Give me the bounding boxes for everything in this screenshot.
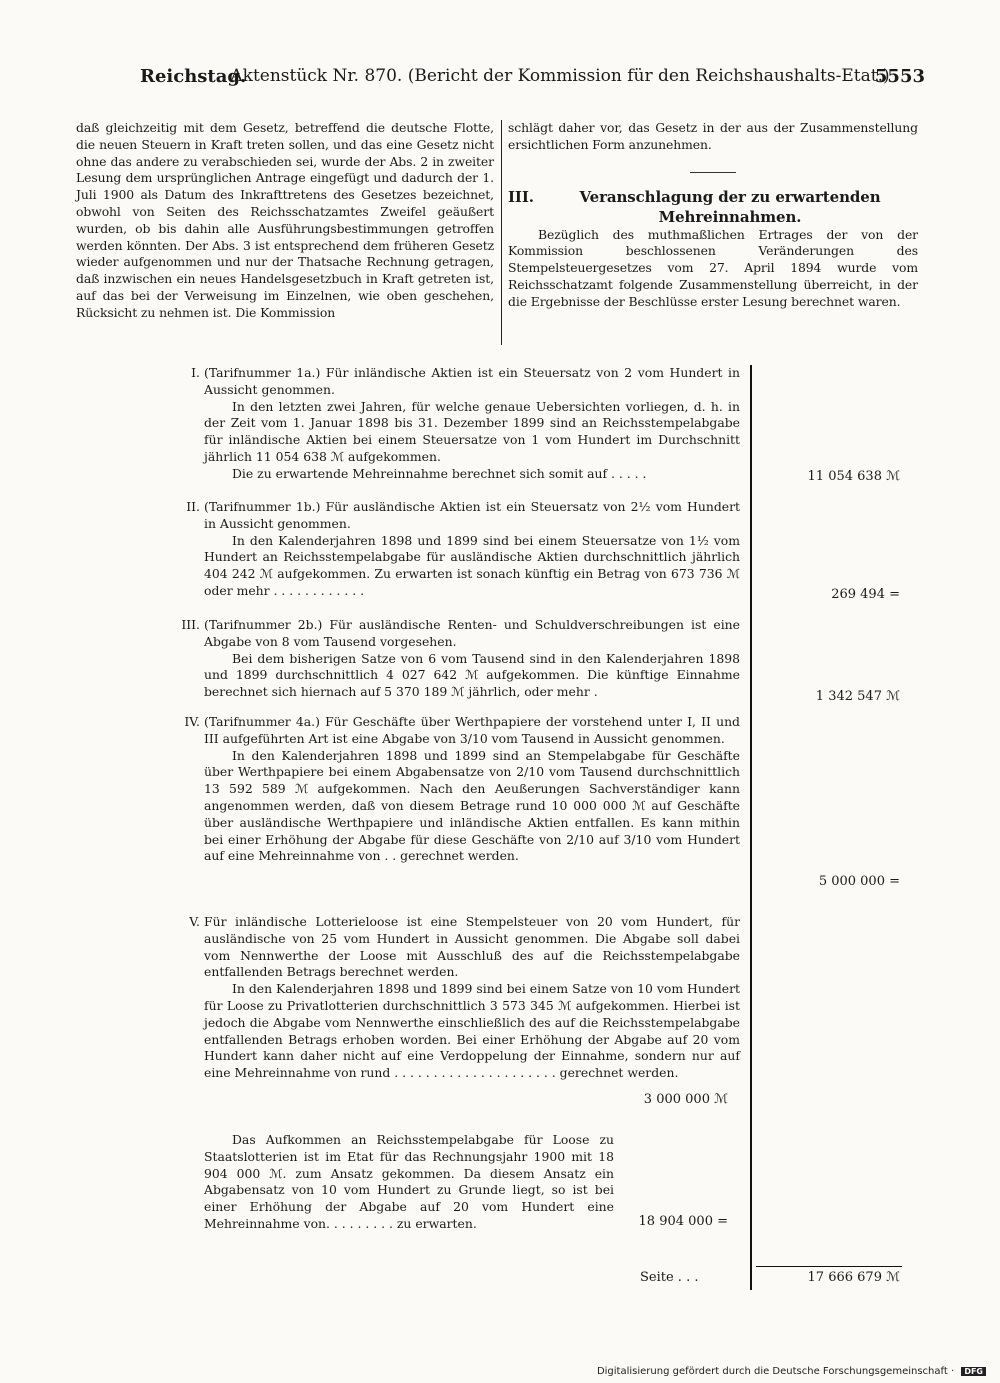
page-header xyxy=(140,66,925,96)
item-head: (Tarifnummer 2b.) Für ausländische Renten- und Schuldverschreibungen ist eine Abgabe von 8 vom Tausend vorgesehen. xyxy=(204,617,740,649)
item-1 xyxy=(172,365,740,483)
item-paragraph: In den letzten zwei Jahren, für welche genaue Uebersichten vorliegen, d. h. in der Zeit vom 1. Januar 1898 bis 31. Dezember 1899 sind an Reichsstempelabgabe für inländische Aktien bei einem Steuersatze von 1 vom Hundert im Durchschnitt jährlich 11 054 638 ℳ aufgekommen. xyxy=(204,398,740,464)
item-1-amount: 11 054 638 ℳ xyxy=(807,469,900,484)
item-5-sub-amount-1: 3 000 000 ℳ xyxy=(643,1092,728,1107)
item-3-amount: 1 342 547 ℳ xyxy=(815,689,900,704)
top-columns xyxy=(76,120,918,348)
item-number: V. xyxy=(189,914,200,929)
item-number: II. xyxy=(186,499,200,514)
section-heading xyxy=(508,187,918,227)
dfg-logo: DFG xyxy=(961,1367,986,1376)
section-intro: Bezüglich des muthmaßlichen Ertrages der von der Kommission beschlossenen Veränderungen des Stempelsteuergesetzes vom 27. April 1894 wurde vom Reichsschatzamt folgende Zusammenstellung überreicht, in der die Ergebnisse der Beschlüsse erster Lesung berechnet waren. xyxy=(508,226,918,309)
left-column-text: daß gleichzeitig mit dem Gesetz, betreffend die deutsche Flotte, die neuen Steuern in Kraft treten sollen, und das eine Gesetz nicht ohne das andere zu verabschieden sei, wurde der Abs. 2 in zweiter Lesung dem ursprünglichen Antrage eingefügt und dadurch der 1. Juli 1900 als Datum des Inkrafttretens des Gesetzes bezeichnet, obwohl von Seiten des Reichsschatzamtes Zweifel geäußert wurden, ob bis dahin alle Ausführungsbestimmungen getroffen werden könnten. Der Abs. 3 ist entsprechend dem früheren Gesetz wieder aufgenommen und nur der Thatsache Rechnung getragen, daß inzwischen ein neues Handelsgesetzbuch in Kraft getreten ist, auf das bei der Verweisung im Einzelnen, wie oben geschehen, Rücksicht zu nehmen ist. Die Kommission xyxy=(76,120,494,320)
section-divider xyxy=(690,172,736,173)
footer-credit xyxy=(597,1366,986,1377)
right-column-continuation: schlägt daher vor, das Gesetz in der aus der Zusammenstellung ersichtlichen Form anzunehmen. xyxy=(508,120,918,152)
column-divider xyxy=(501,120,502,345)
sum-label: Seite . . . xyxy=(640,1270,699,1285)
item-4-amount: 5 000 000 = xyxy=(818,874,900,889)
item-5 xyxy=(172,914,740,1082)
section-number: III. xyxy=(508,187,534,206)
item-number: I. xyxy=(191,365,200,380)
sum-amount: 17 666 679 ℳ xyxy=(807,1270,900,1285)
section-title: Veranschlagung der zu erwartenden Mehreinnahmen. xyxy=(579,187,881,226)
item-head: (Tarifnummer 1b.) Für ausländische Aktien ist ein Steuersatz von 2½ vom Hundert in Aussicht genommen. xyxy=(204,499,740,531)
item-4 xyxy=(172,714,740,865)
item-number: IV. xyxy=(184,714,200,729)
item-paragraph: In den Kalenderjahren 1898 und 1899 sind bei einem Satze von 10 vom Hundert für Loose zu Privatlotterien durchschnittlich 3 573 345 ℳ aufgekommen. Hierbei ist jedoch die Abgabe vom Nennwerthe einschließlich des auf die Reichsstempelabgabe entfallenden Betrags erhoben worden. Bei einer Erhöhung der Abgabe auf 20 vom Hundert kann daher nicht auf eine Verdoppelung der Einnahme, sondern nur auf eine Mehreinnahme von rund . . . . . . . . . . . . . . . . . . . . . gerechnet werden. xyxy=(204,981,740,1081)
item-5-sub-paragraph: Das Aufkommen an Reichsstempelabgabe für Loose zu Staatslotterien ist im Etat für das Rechnungsjahr 1900 mit 18 904 000 ℳ. zum Ansatz gekommen. Da diesem Ansatz ein Abgabensatz von 10 vom Hundert zu Grunde liegt, so ist bei einer Erhöhung der Abgabe auf 20 vom Hundert eine Mehreinnahme von. . . . . . . . . zu erwarten. xyxy=(204,1132,614,1231)
header-title: Aktenstück Nr. 870. (Bericht der Kommission für den Reichshaushalts-Etat.) xyxy=(230,66,890,86)
item-head: (Tarifnummer 4a.) Für Geschäfte über Werthpapiere der vorstehend unter I, II und III aufgeführten Art ist eine Abgabe von 3/10 vom Tausend in Aussicht genommen. xyxy=(204,714,740,746)
item-2-amount: 269 494 = xyxy=(831,587,900,602)
item-paragraph: Bei dem bisherigen Satze von 6 vom Tausend sind in den Kalenderjahren 1898 und 1899 durchschnittlich 4 027 642 ℳ aufgekommen. Die künftige Einnahme berechnet sich hiernach auf 5 370 189 ℳ jährlich, oder mehr . xyxy=(204,650,740,700)
item-number: III. xyxy=(181,617,200,632)
amount-column-rule xyxy=(750,365,752,1290)
page-number: 5553 xyxy=(874,66,925,87)
total-rule xyxy=(756,1266,902,1267)
footer-text: Digitalisierung gefördert durch die Deutsche Forschungsgemeinschaft · xyxy=(596,1366,955,1377)
item-head: (Tarifnummer 1a.) Für inländische Aktien ist ein Steuersatz von 2 vom Hundert in Aussicht genommen. xyxy=(204,365,740,397)
item-3 xyxy=(172,617,740,701)
item-head: Für inländische Lotterieloose ist eine Stempelsteuer von 20 vom Hundert, für ausländische von 25 vom Hundert in Aussicht genommen. Die Abgabe soll dabei vom Nennwerthe der Loose mit Ausschluß des auf die Reichsstempelabgabe entfallenden Betrags berechnet werden. xyxy=(204,914,740,980)
header-left: Reichstag. xyxy=(140,66,247,87)
item-paragraph: Die zu erwartende Mehreinnahme berechnet sich somit auf . . . . . xyxy=(232,465,647,481)
item-2 xyxy=(172,499,740,600)
item-paragraph: In den Kalenderjahren 1898 und 1899 sind an Stempelabgabe für Geschäfte über Werthpapiere bei einem Abgabensatze von 2/10 vom Tausend durchschnittlich 13 592 589 ℳ aufgekommen. Nach den Aeußerungen Sachverständiger kann angenommen werden, daß von diesem Betrage rund 10 000 000 ℳ auf Geschäfte über ausländische Werthpapiere und inländische Aktien entfallen. Es kann mithin bei einer Erhöhung der Abgabe für diese Geschäfte von 2/10 auf 3/10 vom Hundert auf eine Mehreinnahme von . . gerechnet werden. xyxy=(204,747,740,864)
item-5-sub-amount-2: 18 904 000 = xyxy=(638,1214,728,1229)
right-column xyxy=(508,120,918,311)
item-paragraph: In den Kalenderjahren 1898 und 1899 sind bei einem Steuersatze von 1½ vom Hundert an Reichsstempelabgabe für ausländische Aktien durchschnittlich jährlich 404 242 ℳ aufgekommen. Zu erwarten ist sonach künftig ein Betrag von 673 736 ℳ oder mehr . . . . . . . . . . . . xyxy=(204,532,740,598)
